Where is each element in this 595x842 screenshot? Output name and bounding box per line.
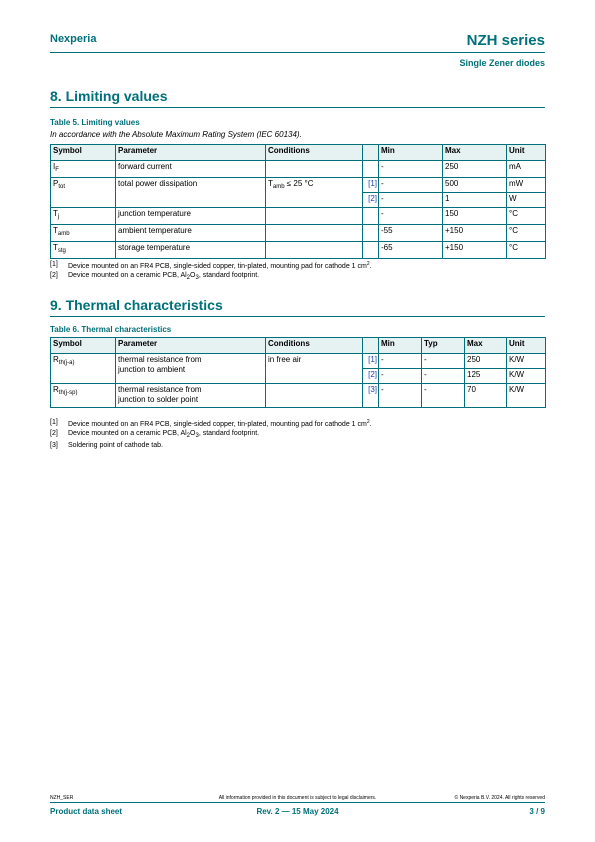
note-ref[interactable] <box>363 161 379 178</box>
table-caption: Table 5. Limiting values <box>50 118 140 127</box>
table-row <box>51 208 546 225</box>
symbol-subscript: amb <box>57 231 70 237</box>
parameter-cell <box>116 384 266 408</box>
typ-cell: - <box>422 369 465 384</box>
max-cell: 250 <box>465 354 507 369</box>
table-row <box>51 354 546 369</box>
symbol-subscript: th(j-sp) <box>58 390 78 396</box>
parameter-cell: storage temperature <box>116 242 266 259</box>
column-header: Conditions <box>266 338 363 354</box>
symbol-text: T <box>53 226 58 235</box>
note-text: Device mounted on an FR4 PCB, single-sided copper, tin-plated, mounting pad for cathode 1 $cm^2$. <box>68 419 372 428</box>
column-header: Unit <box>507 338 546 354</box>
conditions-text: T <box>268 179 273 188</box>
note-ref <box>363 242 379 259</box>
table-row <box>51 178 546 193</box>
parameter-cell: total power dissipation <box>116 178 266 208</box>
document-subtitle: Single Zener diodes <box>459 58 545 68</box>
unit-cell: K/W <box>507 384 546 408</box>
min-cell: - <box>379 178 443 193</box>
footer-doc-id: NZH_SER <box>50 795 74 801</box>
unit-cell: °C <box>507 208 546 225</box>
conditions-cell: in free air <box>266 354 363 384</box>
footer-disclaimer: All information provided in this document is subject to legal disclaimers. <box>218 795 377 801</box>
conditions-cell <box>266 178 363 208</box>
note-number: [1] <box>50 419 58 426</box>
typ-cell: - <box>422 354 465 369</box>
note-number: [3] <box>50 442 58 449</box>
max-cell: 1 <box>443 193 507 208</box>
note-ref <box>363 208 379 225</box>
unit-cell: K/W <box>507 354 546 369</box>
table-note-item <box>50 271 372 283</box>
unit-cell: °C <box>507 242 546 259</box>
symbol-cell <box>51 354 116 384</box>
parameter-cell: ambient temperature <box>116 225 266 242</box>
min-cell: -55 <box>379 225 443 242</box>
section-rule <box>50 107 545 108</box>
parameter-line: thermal resistance from <box>118 385 202 394</box>
note-ref <box>363 225 379 242</box>
conditions-subscript: amb <box>272 184 285 190</box>
note-ref[interactable]: [3] <box>363 384 379 408</box>
table-note-item <box>50 418 372 429</box>
min-cell: -65 <box>379 242 443 259</box>
note-number: [2] <box>50 272 58 279</box>
symbol-text: T <box>53 209 58 218</box>
table-note-item <box>50 260 372 271</box>
symbol-subscript: tot <box>58 184 66 190</box>
min-cell: - <box>379 369 422 384</box>
note-number: [2] <box>50 430 58 437</box>
footer-doc-type: Product data sheet <box>50 807 123 816</box>
symbol-cell <box>51 208 116 225</box>
table-note-item <box>50 441 372 450</box>
typ-cell: - <box>422 384 465 408</box>
max-cell: +150 <box>443 225 507 242</box>
conditions-cell <box>266 384 363 408</box>
note-ref[interactable]: [2] <box>363 193 379 208</box>
section-title-thermal-characteristics: 9. Thermal characteristics <box>50 297 223 313</box>
min-cell: - <box>379 161 443 178</box>
table-notes <box>50 418 372 450</box>
table-caption: Table 6. Thermal characteristics <box>50 325 172 334</box>
note-ref[interactable]: [1] <box>363 178 379 193</box>
conditions-cell <box>266 161 363 178</box>
column-header: Min <box>379 145 443 161</box>
unit-cell: mA <box>507 161 546 178</box>
unit-cell: K/W <box>507 369 546 384</box>
symbol-text: T <box>53 243 58 252</box>
symbol-text: R <box>53 385 59 394</box>
thermal-characteristics-table <box>50 337 546 408</box>
table-note-item <box>50 429 372 441</box>
unit-cell: mW <box>507 178 546 193</box>
column-header: Unit <box>507 145 546 161</box>
min-cell: - <box>379 193 443 208</box>
table-notes <box>50 260 372 283</box>
parameter-cell <box>116 354 266 384</box>
min-cell: - <box>379 208 443 225</box>
note-ref[interactable]: [2] <box>363 369 379 384</box>
symbol-text: R <box>53 355 59 364</box>
max-cell: 150 <box>443 208 507 225</box>
limiting-values-table <box>50 144 546 259</box>
conditions-text: ≤ 25 °C <box>284 179 314 188</box>
conditions-cell <box>266 242 363 259</box>
parameter-line: thermal resistance from <box>118 355 202 364</box>
max-cell: +150 <box>443 242 507 259</box>
unit-cell: W <box>507 193 546 208</box>
min-cell: - <box>379 354 422 369</box>
symbol-cell <box>51 242 116 259</box>
footer-revision: Rev. 2 — 15 May 2024 <box>256 807 339 816</box>
symbol-cell <box>51 178 116 208</box>
footer-page-number: 3 / 9 <box>529 807 545 816</box>
conditions-cell <box>266 225 363 242</box>
column-header: Parameter <box>116 145 266 161</box>
table-row <box>51 161 546 178</box>
table-header-row <box>51 145 546 161</box>
column-header: Typ <box>422 338 465 354</box>
max-cell: 500 <box>443 178 507 193</box>
conditions-cell <box>266 208 363 225</box>
note-text: Device mounted on a ceramic PCB, Al2O3, standard footprint. <box>68 272 260 281</box>
column-header: Max <box>465 338 507 354</box>
table-header-row <box>51 338 546 354</box>
column-header: Parameter <box>116 338 266 354</box>
symbol-subscript: j <box>57 214 60 220</box>
column-header <box>363 145 379 161</box>
section-title-limiting-values: 8. Limiting values <box>50 88 168 104</box>
table-row <box>51 242 546 259</box>
parameter-line: junction to ambient <box>118 365 186 374</box>
note-text: Soldering point of cathode tab. <box>68 442 163 449</box>
table-row <box>51 384 546 408</box>
brand-name: Nexperia <box>50 33 97 45</box>
symbol-cell <box>51 161 116 178</box>
symbol-subscript: th(j-a) <box>58 360 75 366</box>
min-cell: - <box>379 384 422 408</box>
note-ref[interactable]: [1] <box>363 354 379 369</box>
symbol-text: P <box>53 179 59 188</box>
footer-rule <box>50 802 545 803</box>
header-rule <box>50 52 545 53</box>
note-text: Device mounted on an FR4 PCB, single-sided copper, tin-plated, mounting pad for cathode 1 $cm^2$. <box>68 261 372 270</box>
max-cell: 125 <box>465 369 507 384</box>
column-header <box>363 338 379 354</box>
parameter-line: junction to solder point <box>118 395 199 404</box>
column-header: Max <box>443 145 507 161</box>
symbol-text: I <box>53 162 56 171</box>
table-row <box>51 225 546 242</box>
note-text: Device mounted on a ceramic PCB, Al2O3, standard footprint. <box>68 430 260 439</box>
column-header: Min <box>379 338 422 354</box>
symbol-subscript: F <box>55 167 59 173</box>
column-header: Symbol <box>51 145 116 161</box>
parameter-cell: junction temperature <box>116 208 266 225</box>
note-number: [1] <box>50 261 58 268</box>
table-note: In accordance with the Absolute Maximum Rating System (IEC 60134). <box>50 130 302 139</box>
symbol-cell <box>51 384 116 408</box>
section-rule <box>50 316 545 317</box>
parameter-cell: forward current <box>116 161 266 178</box>
symbol-cell <box>51 225 116 242</box>
column-header: Symbol <box>51 338 116 354</box>
unit-cell: °C <box>507 225 546 242</box>
symbol-subscript: stg <box>57 248 66 254</box>
column-header: Conditions <box>266 145 363 161</box>
document-series: NZH series <box>466 32 545 49</box>
max-cell: 70 <box>465 384 507 408</box>
max-cell: 250 <box>443 161 507 178</box>
footer-copyright: © Nexperia B.V. 2024. All rights reserved <box>454 795 545 801</box>
